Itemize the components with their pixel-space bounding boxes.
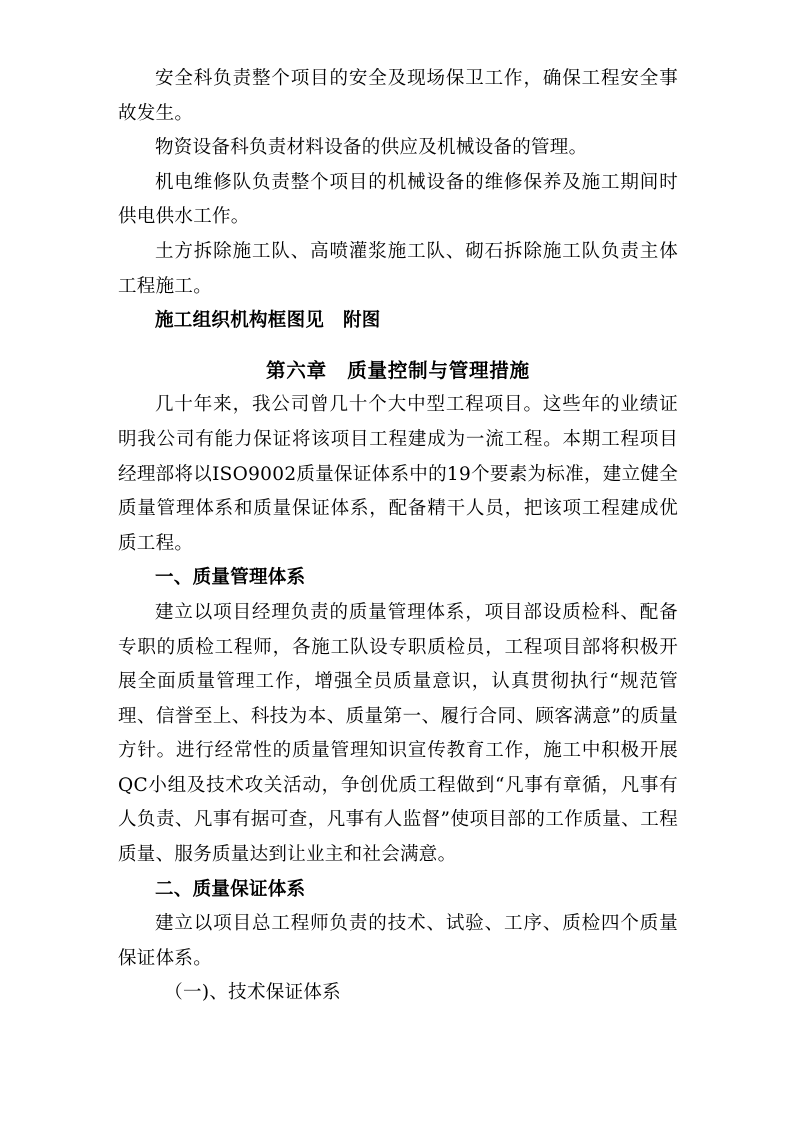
paragraph-quality-management: 建立以项目经理负责的质量管理体系，项目部设质检科、配备专职的质检工程师，各施工队设专职质检员，工程项目部将积极开展全面质量管理工作，增强全员质量意识，认真贯彻执行“规范管理、信誉至上、科技为本、质量第一、履行合同、顾客满意”的质量方针。进行经常性的质量管理知识宣传教育工作，施工中积极开展QC小组及技术攻关活动，争创优质工程做到“凡事有章循，凡事有人负责、凡事有据可查，凡事有人监督”使项目部的工作质量、工程质量、服务质量达到让业主和社会满意。	[118, 601, 678, 866]
paragraph-org-chart-note: 施工组织机构框图见 附图	[155, 310, 381, 332]
document-page	[118, 62, 678, 1011]
paragraph-maintenance-team: 机电维修队负责整个项目的机械设备的维修保养及施工期间时供电供水工作。	[118, 171, 678, 228]
paragraph-materials-dept: 物资设备科负责材料设备的供应及机械设备的管理。	[155, 137, 588, 159]
paragraph-company-intro: 几十年来，我公司曾几十个大中型工程项目。这些年的业绩证明我公司有能力保证将该项目工程建成为一流工程。本期工程项目经理部将以ISO9002质量保证体系中的19个要素为标准，建立健全质量管理体系和质量保证体系，配备精干人员，把该项工程建成优质工程。	[118, 394, 678, 554]
heading-quality-assurance: 二、质量保证体系	[155, 878, 306, 900]
paragraph-construction-teams: 土方拆除施工队、高喷灌浆施工队、砌石拆除施工队负责主体工程施工。	[118, 240, 678, 297]
paragraph-quality-assurance: 建立以项目总工程师负责的技术、试验、工序、质检四个质量保证体系。	[118, 913, 678, 969]
paragraph-safety-dept: 安全科负责整个项目的安全及现场保卫工作，确保工程安全事故发生。	[118, 68, 678, 124]
heading-technical-assurance: （一)、技术保证体系	[164, 982, 341, 1004]
heading-quality-management: 一、质量管理体系	[155, 567, 306, 589]
chapter-title: 第六章 质量控制与管理措施	[266, 358, 530, 382]
